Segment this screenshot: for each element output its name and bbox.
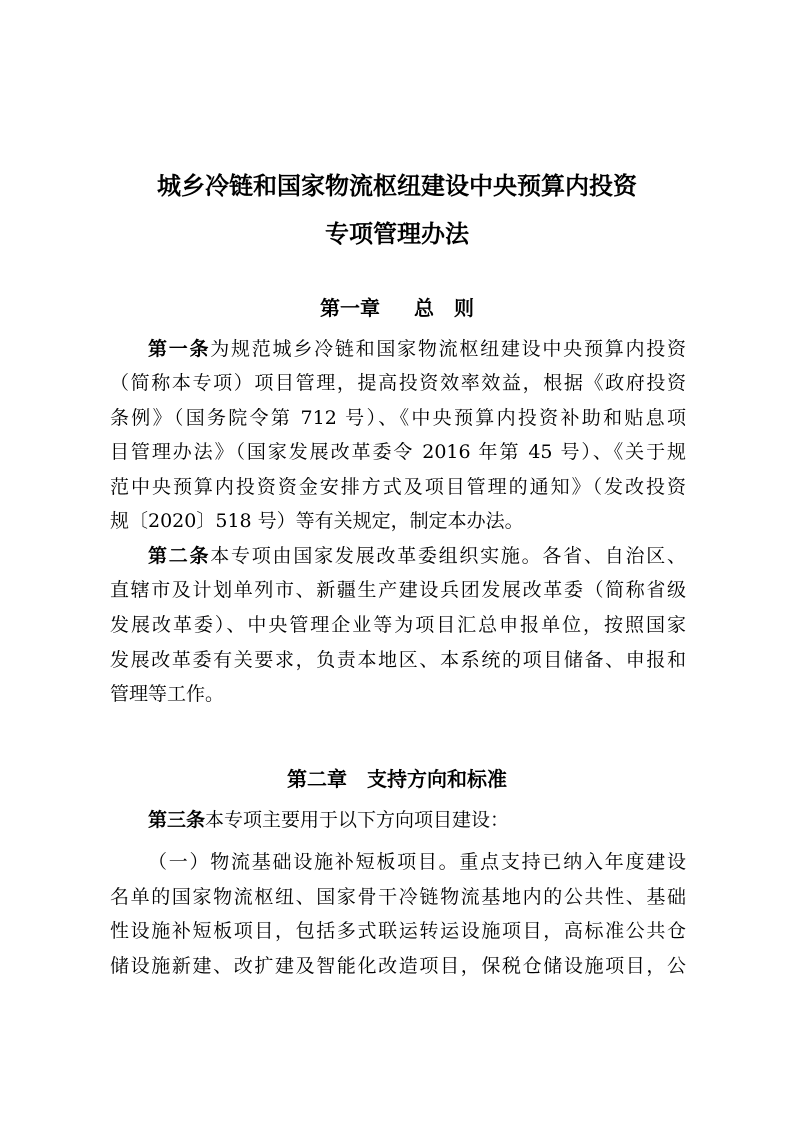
article-1-line-5: 范中央预算内投资资金安排方式及项目管理的通知》（发改投资 [110,476,686,498]
article-3-text-1: 本专项主要用于以下方向项目建设： [205,809,510,831]
article-2-line-2: 直辖市及计划单列市、新疆生产建设兵团发展改革委（简称省级 [110,579,686,601]
chapter-2-name: 支持方向和标准 [367,767,507,791]
article-2-line-3: 发展改革委）、中央管理企业等为项目汇总申报单位，按照国家 [110,614,686,636]
article-1-label: 第一条 [148,338,211,360]
document-title-line-1: 城乡冷链和国家物流枢纽建设中央预算内投资 [157,172,637,200]
chapter-1-heading [0,298,794,318]
article-3-label: 第三条 [148,809,206,831]
item-1-line-2: 名单的国家物流枢纽、国家骨干冷链物流基地内的公共性、基础 [110,886,686,908]
article-1-line-2: （简称本专项）项目管理，提高投资效率效益，根据《政府投资 [110,372,686,394]
article-1-line-4: 目管理办法》（国家发展改革委令 2016 年第 45 号）、《关于规 [110,441,686,463]
document-title-line-2: 专项管理办法 [325,220,469,248]
article-1-line-1 [148,338,686,360]
article-2-label: 第二条 [148,545,211,567]
article-3-line-1 [148,809,686,831]
article-2-line-4: 发展改革委有关要求，负责本地区、本系统的项目储备、申报和 [110,649,686,671]
item-1-line-4: 储设施新建、改扩建及智能化改造项目，保税仓储设施项目，公 [110,955,686,977]
article-1-line-6: 规〔2020〕518 号）等有关规定，制定本办法。 [110,510,524,532]
chapter-2-label: 第二章 [287,767,347,791]
chapter-1-label: 第一章 [320,296,380,320]
item-1-line-1: （一）物流基础设施补短板项目。重点支持已纳入年度建设 [148,851,686,873]
article-1-text-1: 为规范城乡冷链和国家物流枢纽建设中央预算内投资 [210,338,686,360]
article-1-line-3: 条例》（国务院令第 712 号）、《中央预算内投资补助和贴息项 [110,407,686,429]
article-2-line-1 [148,545,686,567]
chapter-1-name: 总 则 [414,296,474,320]
article-2-text-1: 本专项由国家发展改革委组织实施。各省、自治区、 [210,545,686,567]
chapter-2-heading [0,769,794,789]
article-2-line-5: 管理等工作。 [110,683,225,705]
item-1-line-3: 性设施补短板项目，包括多式联运转运设施项目，高标准公共仓 [110,920,686,942]
